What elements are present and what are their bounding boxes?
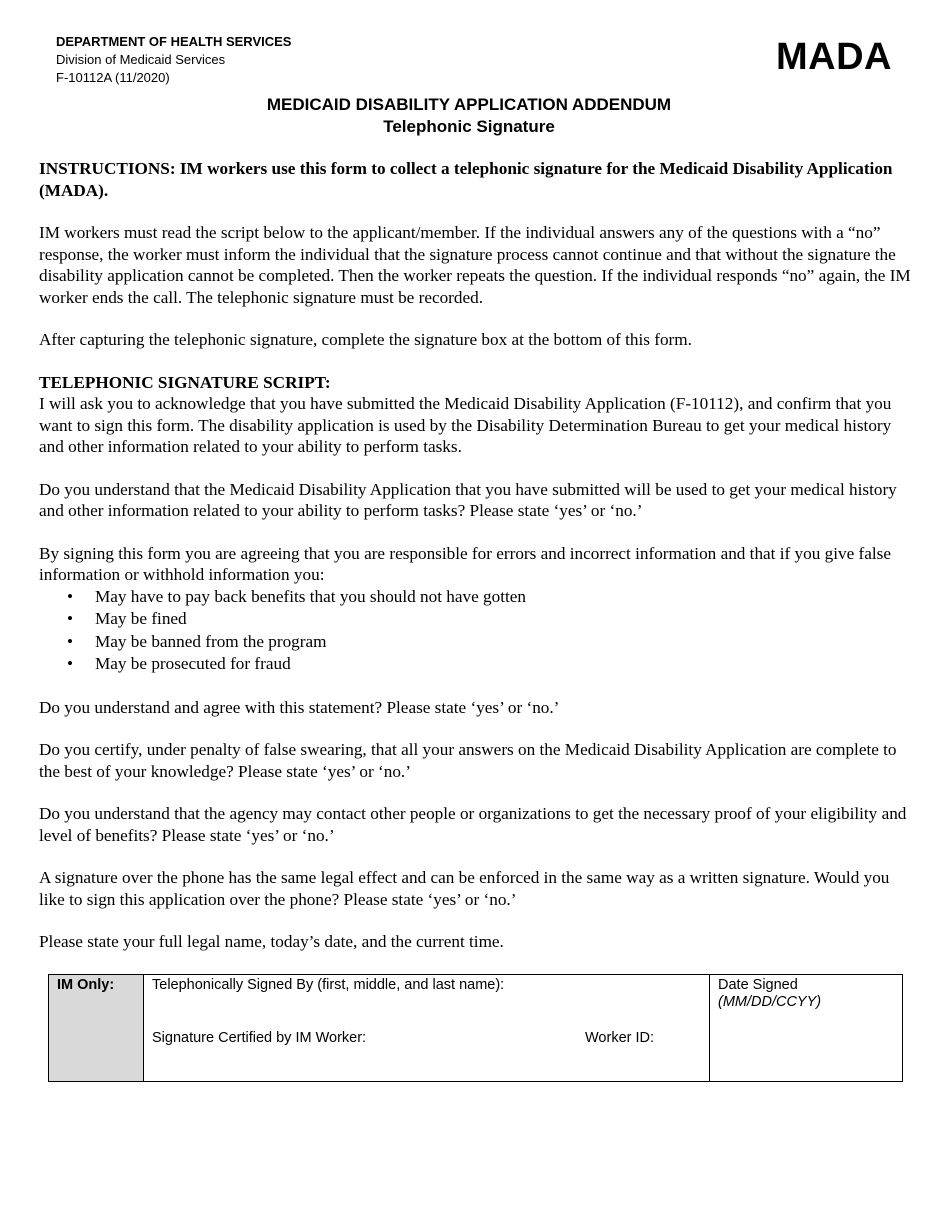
script-intro: I will ask you to acknowledge that you have submitted the Medicaid Disability Application (F-10112), and confirm that you want to sign this form. The disability application is used by the Disability Determination Bureau to get your medical history and other information related to your ability to perform tasks.	[39, 394, 892, 456]
department-name: DEPARTMENT OF HEALTH SERVICES	[56, 34, 292, 49]
question-sign-phone: A signature over the phone has the same legal effect and can be enforced in the same way as a written signature. Would you like to sign this application over the phone? Please state ‘yes’ or ‘no.’	[39, 868, 890, 909]
form-body	[39, 158, 917, 974]
final-request: Please state your full legal name, today’s date, and the current time.	[39, 932, 504, 951]
question-agree: Do you understand and agree with this statement? Please state ‘yes’ or ‘no.’	[39, 697, 560, 717]
list-item: • May be banned from the program	[95, 631, 917, 654]
question-contact: Do you understand that the agency may contact other people or organizations to get the necessary proof of your eligibility and level of benefits? Please state ‘yes’ or ‘no.’	[39, 804, 907, 845]
form-title-main: MEDICAID DISABILITY APPLICATION ADDENDUM	[266, 95, 672, 114]
form-title-sub: Telephonic Signature	[383, 117, 555, 136]
question-certify: Do you certify, under penalty of false swearing, that all your answers on the Medicaid Disability Application are complete to the best of your knowledge? Please state ‘yes’ or ‘no.’	[39, 740, 897, 781]
im-only-cell	[49, 975, 144, 1082]
responsibility-intro: By signing this form you are agreeing that you are responsible for errors and incorrect information and that if you give false information or withhold information you:	[39, 543, 891, 584]
list-item: • May be fined	[95, 608, 917, 631]
signature-box	[48, 974, 903, 1082]
instructions: INSTRUCTIONS: IM workers use this form to collect a telephonic signature for the Medicaid Disability Application (MADA).	[39, 159, 893, 200]
im-only-label: IM Only:	[57, 977, 115, 993]
form-title	[0, 94, 938, 138]
form-number: F-10112A (11/2020)	[56, 70, 170, 85]
division-name: Division of Medicaid Services	[56, 52, 226, 67]
after-capture-paragraph: After capturing the telephonic signature, complete the signature box at the bottom of this form.	[39, 330, 692, 349]
question-understand-use: Do you understand that the Medicaid Disability Application that you have submitted will be used to get your medical history and other information related to your ability to perform tasks? Please state ‘yes’ or ‘no.’	[39, 479, 897, 520]
list-item: • May be prosecuted for fraud	[95, 653, 917, 676]
worker-id-label: Worker ID:	[585, 1030, 655, 1046]
bullet-icon: •	[67, 586, 74, 606]
date-format-hint: (MM/DD/CCYY)	[718, 994, 822, 1010]
bullet-icon: •	[67, 631, 74, 651]
signature-fields-cell[interactable]	[144, 975, 710, 1082]
signed-by-label: Telephonically Signed By (first, middle, and last name):	[152, 977, 505, 993]
bullet-icon: •	[67, 609, 74, 628]
script-heading: TELEPHONIC SIGNATURE SCRIPT:	[39, 372, 331, 392]
read-script-paragraph: IM workers must read the script below to the applicant/member. If the individual answers any of the questions with a “no” response, the worker must inform the individual that the signature process cannot continue and that without the signature the disability application cannot be completed. Then the worker repeats the question. If the individual responds “no” again, the IM worker ends the call. The telephonic signature must be recorded.	[39, 223, 911, 307]
consequence-list	[39, 586, 917, 676]
date-signed-cell[interactable]	[710, 975, 903, 1082]
list-item: • May have to pay back benefits that you should not have gotten	[95, 586, 917, 609]
certified-by-label: Signature Certified by IM Worker:	[152, 1030, 367, 1046]
form-code: MADA	[776, 36, 892, 78]
agency-header	[56, 33, 291, 87]
bullet-icon: •	[67, 654, 74, 673]
date-signed-label: Date Signed	[718, 977, 798, 993]
